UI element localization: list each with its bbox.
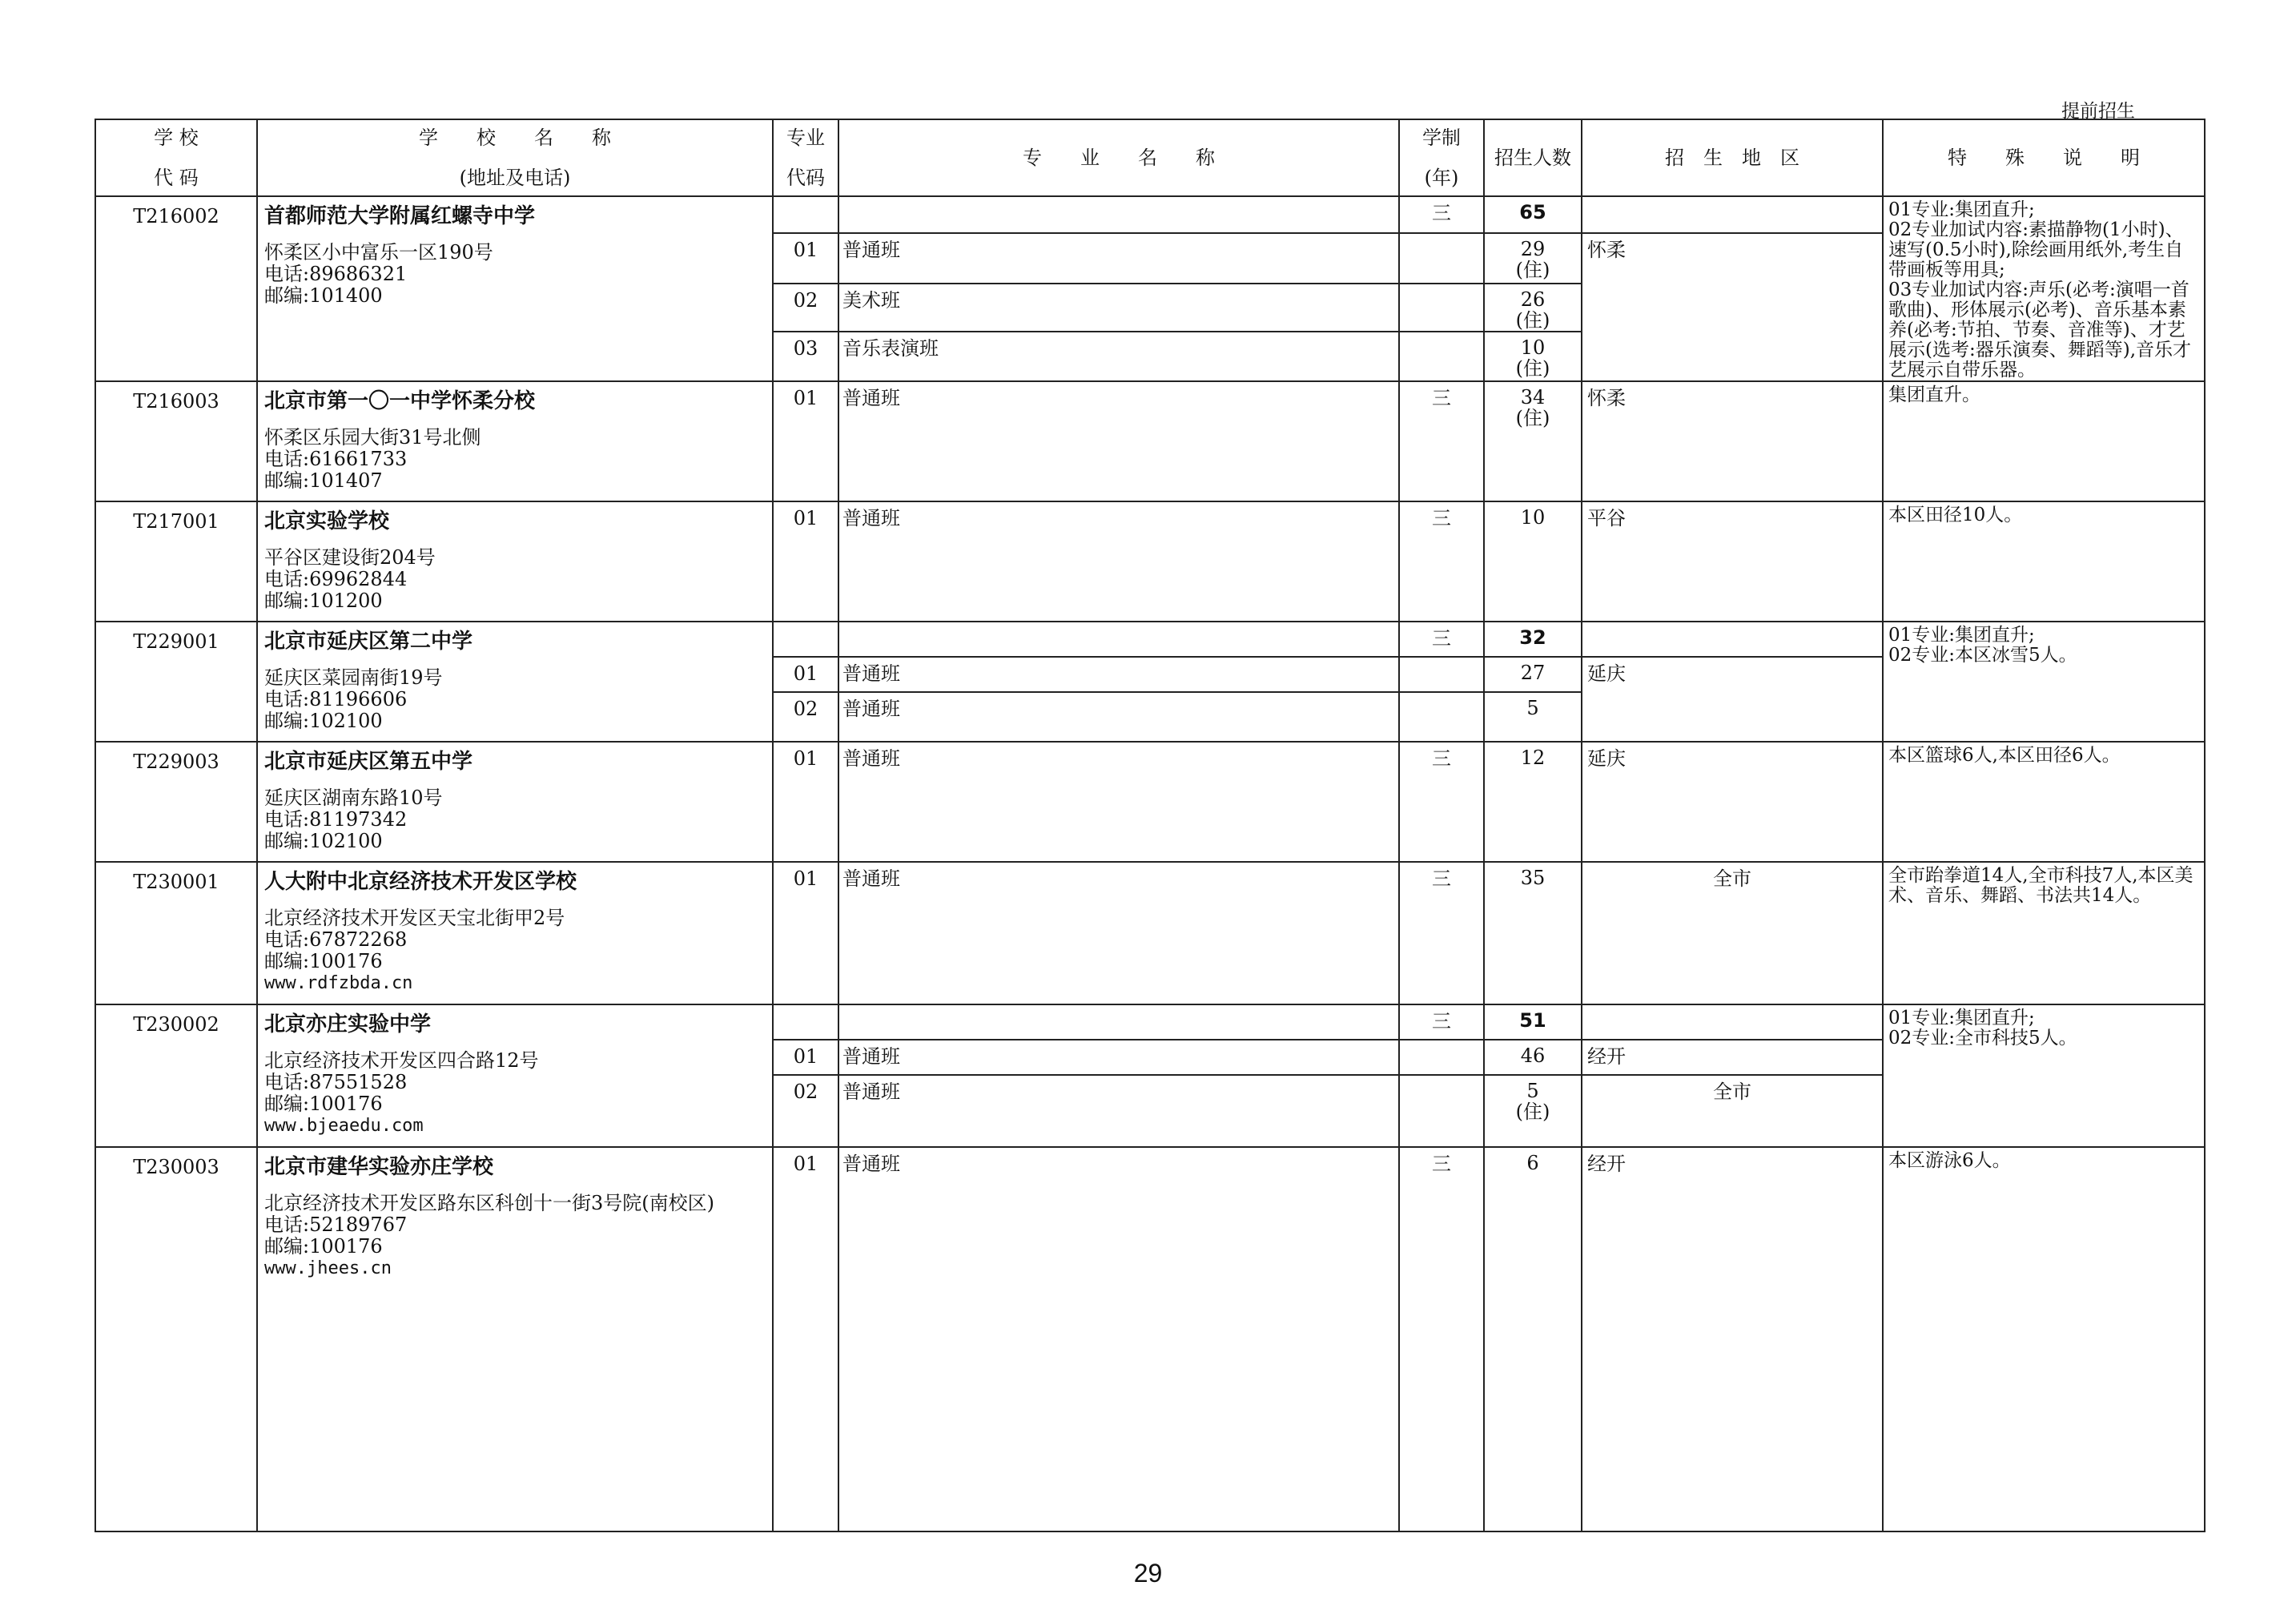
major-name: 普通班 (838, 233, 1399, 284)
enroll-count: 26 (住) (1484, 284, 1582, 332)
table-row (95, 196, 2205, 233)
duration: 三 (1399, 501, 1484, 622)
duration: 三 (1399, 196, 1484, 233)
enroll-total: 32 (1484, 622, 1582, 657)
major-name: 普通班 (838, 1075, 1399, 1147)
special-notes: 本区田径10人。 (1883, 501, 2205, 622)
major-code: 01 (773, 381, 838, 501)
enroll-region: 延庆 (1582, 742, 1883, 862)
duration: 三 (1399, 862, 1484, 1004)
table-row (95, 501, 2205, 622)
school-name-cell (257, 1147, 773, 1531)
header-duration: 学制 (年) (1399, 119, 1484, 196)
school-code: T230003 (95, 1147, 257, 1531)
school-name: 人大附中北京经济技术开发区学校 (264, 870, 577, 894)
admissions-table (94, 119, 2206, 1532)
enroll-count: 27 (1484, 657, 1582, 692)
school-address: 延庆区湖南东路10号 电话:81197342 邮编:102100 (264, 787, 443, 852)
school-code: T216002 (95, 196, 257, 381)
major-code: 01 (773, 233, 838, 284)
table-row (95, 622, 2205, 657)
school-name-cell (257, 501, 773, 622)
header-school-name: 学 校 名 称 (地址及电话) (257, 119, 773, 196)
school-address: 延庆区菜园南街19号 电话:81196606 邮编:102100 (264, 666, 443, 732)
school-name-cell (257, 381, 773, 501)
major-code: 03 (773, 332, 838, 381)
school-name: 北京市延庆区第五中学 (264, 750, 473, 774)
school-name-cell (257, 742, 773, 862)
enroll-region: 经开 (1582, 1147, 1883, 1531)
enroll-count: 35 (1484, 862, 1582, 1004)
enroll-count: 34 (住) (1484, 381, 1582, 501)
page-section-tag: 提前招生 (2061, 101, 2135, 122)
school-name: 北京市建华实验亦庄学校 (264, 1155, 494, 1179)
major-code: 01 (773, 862, 838, 1004)
duration: 三 (1399, 622, 1484, 657)
enroll-count: 10 (1484, 501, 1582, 622)
school-code: T230002 (95, 1004, 257, 1147)
enroll-region: 延庆 (1582, 657, 1883, 742)
enroll-count: 6 (1484, 1147, 1582, 1531)
duration: 三 (1399, 1147, 1484, 1531)
school-address: 北京经济技术开发区天宝北街甲2号 电话:67872268 邮编:100176 (264, 907, 565, 972)
table-row (95, 381, 2205, 501)
enroll-count: 5 (住) (1484, 1075, 1582, 1147)
school-address: 北京经济技术开发区四合路12号 电话:87551528 邮编:100176 (264, 1049, 539, 1115)
school-address: 北京经济技术开发区路东区科创十一街3号院(南校区) 电话:52189767 邮编:100176 (264, 1192, 714, 1258)
school-name: 首都师范大学附属红螺寺中学 (264, 204, 536, 228)
special-notes: 01专业:集团直升; 02专业:本区冰雪5人。 (1883, 622, 2205, 742)
major-name: 普通班 (838, 742, 1399, 862)
table-header-row (95, 119, 2205, 196)
enroll-region: 平谷 (1582, 501, 1883, 622)
major-name: 音乐表演班 (838, 332, 1399, 381)
enroll-count: 46 (1484, 1040, 1582, 1075)
school-name: 北京市延庆区第二中学 (264, 630, 473, 654)
major-code: 02 (773, 1075, 838, 1147)
header-major-name: 专 业 名 称 (838, 119, 1399, 196)
special-notes: 本区篮球6人,本区田径6人。 (1883, 742, 2205, 862)
page-number: 29 (1133, 1559, 1163, 1588)
duration: 三 (1399, 1004, 1484, 1040)
duration: 三 (1399, 381, 1484, 501)
school-code: T229001 (95, 622, 257, 742)
school-address: 平谷区建设街204号 电话:69962844 邮编:101200 (264, 546, 436, 612)
major-code: 01 (773, 1147, 838, 1531)
school-website[interactable]: www.bjeaedu.com (264, 1116, 424, 1136)
school-name-cell (257, 862, 773, 1004)
major-name: 普通班 (838, 692, 1399, 742)
major-name: 普通班 (838, 657, 1399, 692)
major-name: 普通班 (838, 1040, 1399, 1075)
special-notes: 全市跆拳道14人,全市科技7人,本区美术、音乐、舞蹈、书法共14人。 (1883, 862, 2205, 1004)
major-code: 01 (773, 501, 838, 622)
school-name-cell (257, 1004, 773, 1147)
major-code: 01 (773, 1040, 838, 1075)
major-name: 普通班 (838, 862, 1399, 1004)
header-enroll: 招生人数 (1484, 119, 1582, 196)
header-school-code: 学 校 代 码 (95, 119, 257, 196)
school-address: 怀柔区乐园大街31号北侧 电话:61661733 邮编:101407 (264, 426, 481, 492)
enroll-region: 怀柔 (1582, 381, 1883, 501)
major-name: 美术班 (838, 284, 1399, 332)
enroll-total: 65 (1484, 196, 1582, 233)
school-code: T229003 (95, 742, 257, 862)
major-name: 普通班 (838, 1147, 1399, 1531)
special-notes: 01专业:集团直升; 02专业加试内容:素描静物(1小时)、速写(0.5小时),除绘画用纸外,考生自带画板等用具; 03专业加试内容:声乐(必考:演唱一首歌曲)、形体展示(必考)、音乐基本素养(必考:节拍、节奏、音准等)、才艺展示(选考:器乐演奏、舞蹈等),音乐才艺展示自带乐器。 (1883, 196, 2205, 381)
enroll-count: 10 (住) (1484, 332, 1582, 381)
school-name: 北京实验学校 (264, 509, 390, 533)
school-name-cell (257, 196, 773, 381)
school-name: 北京亦庄实验中学 (264, 1012, 432, 1036)
table-row (95, 862, 2205, 1004)
header-notes: 特 殊 说 明 (1883, 119, 2205, 196)
school-website[interactable]: www.rdfzbda.cn (264, 973, 413, 993)
duration: 三 (1399, 742, 1484, 862)
enroll-region: 怀柔 (1582, 233, 1883, 381)
header-region: 招 生 地 区 (1582, 119, 1883, 196)
major-code: 02 (773, 692, 838, 742)
major-code: 02 (773, 284, 838, 332)
enroll-region: 全市 (1582, 1075, 1883, 1147)
header-major-code: 专业 代码 (773, 119, 838, 196)
school-website[interactable]: www.jhees.cn (264, 1258, 392, 1278)
enroll-region: 经开 (1582, 1040, 1883, 1075)
special-notes: 01专业:集团直升; 02专业:全市科技5人。 (1883, 1004, 2205, 1147)
table-row (95, 1147, 2205, 1531)
enroll-count: 29 (住) (1484, 233, 1582, 284)
school-name-cell (257, 622, 773, 742)
school-code: T230001 (95, 862, 257, 1004)
school-code: T216003 (95, 381, 257, 501)
major-name: 普通班 (838, 381, 1399, 501)
enroll-region: 全市 (1582, 862, 1883, 1004)
enroll-total: 51 (1484, 1004, 1582, 1040)
school-code: T217001 (95, 501, 257, 622)
major-code: 01 (773, 742, 838, 862)
special-notes: 集团直升。 (1883, 381, 2205, 501)
special-notes: 本区游泳6人。 (1883, 1147, 2205, 1531)
enroll-count: 5 (1484, 692, 1582, 742)
enroll-count: 12 (1484, 742, 1582, 862)
table-row (95, 742, 2205, 862)
major-code: 01 (773, 657, 838, 692)
table-row (95, 1004, 2205, 1040)
school-name: 北京市第一〇一中学怀柔分校 (264, 389, 536, 413)
school-address: 怀柔区小中富乐一区190号 电话:89686321 邮编:101400 (264, 241, 493, 307)
major-name: 普通班 (838, 501, 1399, 622)
